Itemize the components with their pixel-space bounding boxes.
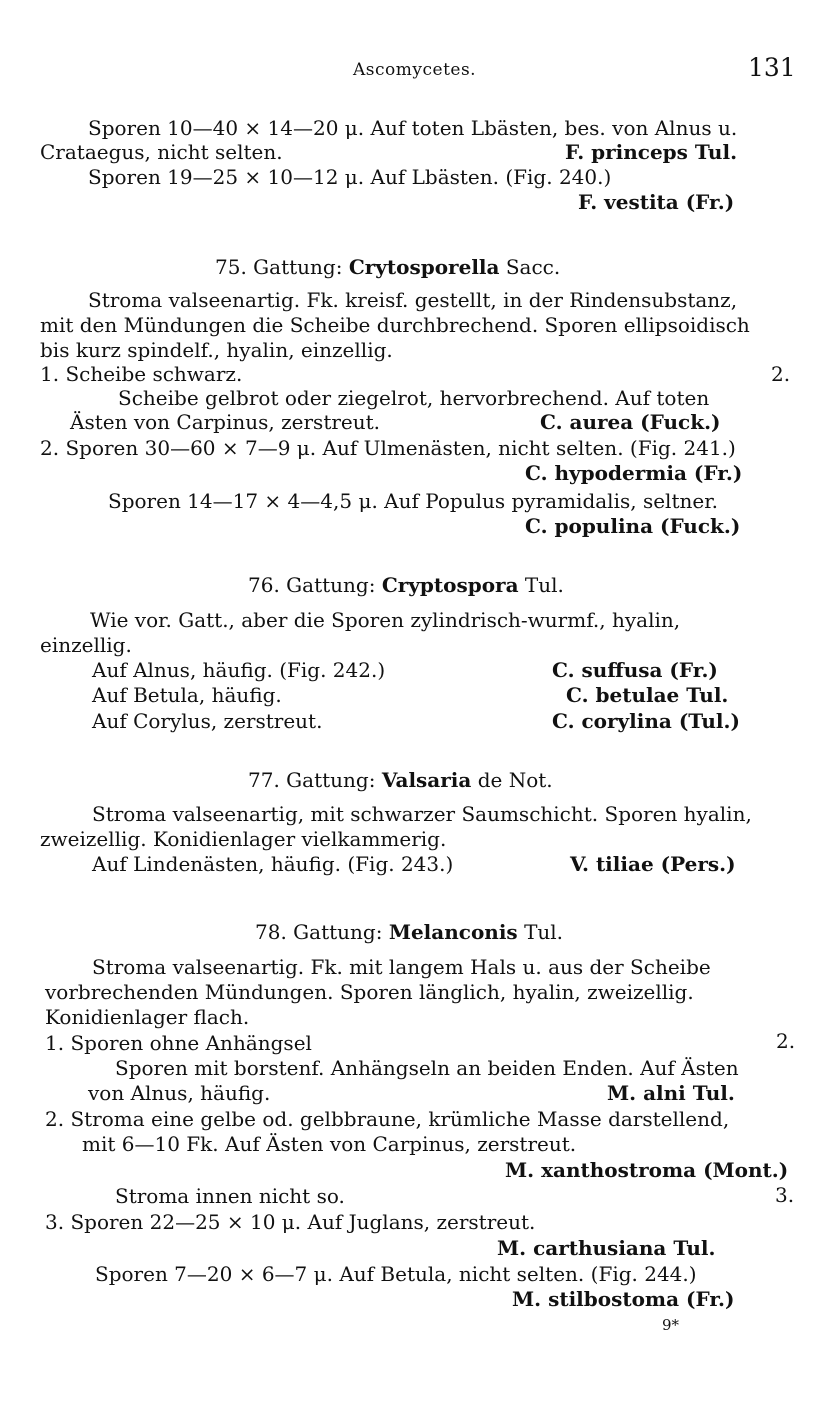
genus-heading-number: 78. Gattung: [255,920,383,944]
key-line: 2. Sporen 30—60 × 7—9 μ. Auf Ulmenästen, nicht selten. (Fig. 241.) [40,436,736,460]
text-line: Sporen 10—40 × 14—20 μ. Auf toten Lbästen, bes. von Alnus u. [88,116,738,140]
genus-author: Sacc. [505,255,561,279]
species-name: C. corylina (Tul.) [552,709,740,733]
genus-heading-number: 76. Gattung: [248,573,376,597]
text-line: bis kurz spindelf., hyalin, einzellig. [40,338,393,362]
text-line: Wie vor. Gatt., aber die Sporen zylindrisch-wurmf., hyalin, [90,608,681,632]
page-number: 131 [748,53,796,82]
species-name: C. populina (Fuck.) [525,514,741,538]
species-name: M. stilbostoma (Fr.) [512,1287,735,1311]
text-line: Stroma valseenartig, mit schwarzer Saumschicht. Sporen hyalin, [92,802,752,826]
text-line: Auf Lindenästen, häufig. (Fig. 243.) [92,852,454,876]
text-line: Sporen 7—20 × 6—7 μ. Auf Betula, nicht selten. (Fig. 244.) [95,1262,697,1286]
genus-heading [255,920,563,944]
text-line: zweizellig. Konidienlager vielkammerig. [40,827,447,851]
text-line: Konidienlager flach. [45,1005,250,1029]
genus-name: Melanconis [388,920,518,944]
species-name: V. tiliae (Pers.) [570,852,736,876]
genus-name: Cryptospora [381,573,519,597]
text-line: Sporen 19—25 × 10—12 μ. Auf Lbästen. (Fig. 240.) [88,165,612,189]
text-line: mit 6—10 Fk. Auf Ästen von Carpinus, zerstreut. [82,1132,577,1156]
text-line: vorbrechenden Mündungen. Sporen länglich, hyalin, zweizellig. [45,980,694,1004]
key-line: 3. Sporen 22—25 × 10 μ. Auf Juglans, zerstreut. [45,1210,536,1234]
species-name: M. carthusiana Tul. [497,1236,716,1260]
text-line: Stroma valseenartig. Fk. mit langem Hals u. aus der Scheibe [92,955,711,979]
genus-author: Tul. [524,573,564,597]
genus-author: de Not. [477,768,553,792]
species-name: F. vestita (Fr.) [578,190,735,214]
text-line: Auf Corylus, zerstreut. [92,709,323,733]
key-reference: 2. [776,1029,796,1053]
text-line: Sporen 14—17 × 4—4,5 μ. Auf Populus pyramidalis, seltner. [108,489,718,513]
text-line: Sporen mit borstenf. Anhängseln an beiden Enden. Auf Ästen [115,1056,739,1080]
key-reference: 2. [771,362,791,386]
genus-name: Crytosporella [348,255,500,279]
key-line: 1. Scheibe schwarz. [40,362,243,386]
text-line: Stroma valseenartig. Fk. kreisf. gestellt, in der Rindensubstanz, [88,288,738,312]
genus-heading-number: 77. Gattung: [248,768,376,792]
text-line: Auf Alnus, häufig. (Fig. 242.) [92,658,386,682]
key-line: 1. Sporen ohne Anhängsel [45,1031,312,1055]
species-name: F. princeps Tul. [565,140,738,164]
species-name: C. hypodermia (Fr.) [525,461,743,485]
genus-name: Valsaria [381,768,472,792]
text-line: Scheibe gelbrot oder ziegelrot, hervorbrechend. Auf toten [118,386,710,410]
species-name: C. aurea (Fuck.) [540,410,721,434]
text-line: Ästen von Carpinus, zerstreut. [70,410,381,434]
genus-author: Tul. [524,920,564,944]
text-line: Stroma innen nicht so. [115,1184,345,1208]
genus-heading [248,768,553,792]
genus-heading [215,255,560,279]
genus-heading-number: 75. Gattung: [215,255,343,279]
species-name: C. betulae Tul. [566,683,729,707]
text-line: Auf Betula, häufig. [92,683,282,707]
species-name: M. alni Tul. [607,1081,735,1105]
text-line: von Alnus, häufig. [88,1081,271,1105]
key-line: 2. Stroma eine gelbe od. gelbbraune, krümliche Masse darstellend, [45,1107,730,1131]
signature-mark: 9* [662,1316,680,1334]
species-name: M. xanthostroma (Mont.) [505,1158,789,1182]
text-line: Crataegus, nicht selten. [40,140,283,164]
text-line: mit den Mündungen die Scheibe durchbrechend. Sporen ellipsoidisch [40,313,750,337]
genus-heading [248,573,564,597]
species-name: C. suffusa (Fr.) [552,658,718,682]
key-reference: 3. [775,1183,795,1207]
text-line: einzellig. [40,633,132,657]
running-title: Ascomycetes. [353,60,477,80]
